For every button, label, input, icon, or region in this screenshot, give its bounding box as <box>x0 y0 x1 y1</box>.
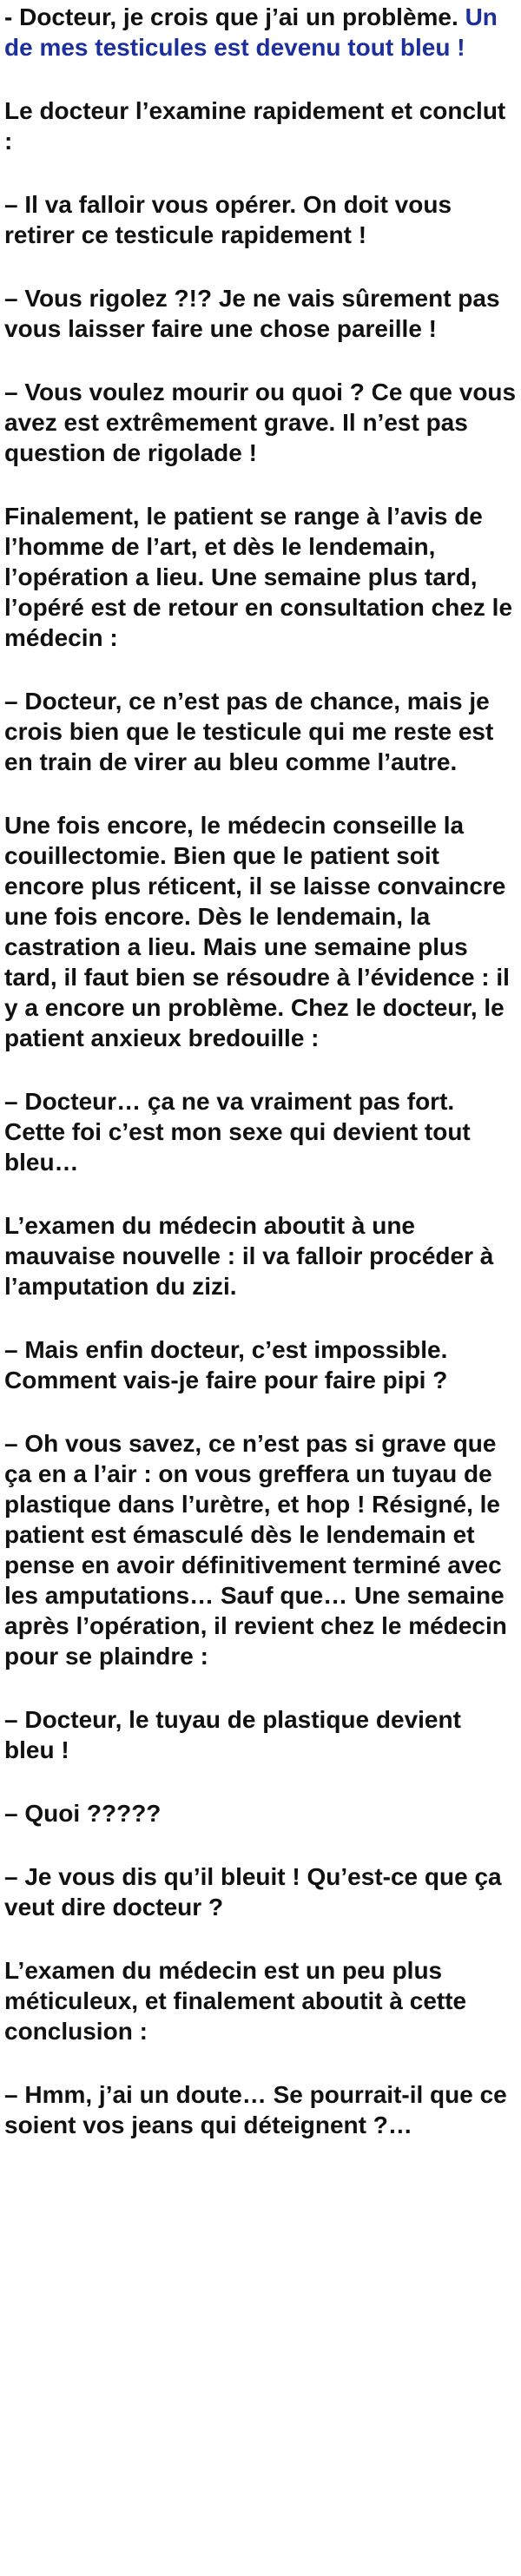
paragraph-10: L’examen du médecin aboutit à une mauvaise nouvelle : il va falloir procéder à l’amputation du zizi. <box>4 1212 494 1300</box>
paragraph-13: – Docteur, le tuyau de plastique devient bleu ! <box>4 1706 461 1763</box>
opening-line: - Docteur, je crois que j’ai un problème. <box>4 3 458 30</box>
paragraph-16: L’examen du médecin est un peu plus méticuleux, et finalement aboutit à cette conclusion : <box>4 1957 467 2045</box>
paragraph-4: – Vous rigolez ?!? Je ne vais sûrement pas vous laisser faire une chose pareille ! <box>4 285 500 342</box>
paragraph-9: – Docteur… ça ne va vraiment pas fort. Cette foi c’est mon sexe qui devient tout bleu… <box>4 1088 471 1176</box>
paragraph-opening <box>4 2 517 63</box>
paragraph-12: – Oh vous savez, ce n’est pas si grave que ça en a l’air : on vous greffera un tuyau de plastique dans l’urètre, et hop ! Résigné, le patient est émasculé dès le lendemain et pense en avoir définitivement terminé avec les amputations… Sauf que… Une semaine après l’opération, il revient chez le médecin pour se plaindre : <box>4 1430 507 1670</box>
highlighted-line: Un de mes testicules est devenu tout bleu ! <box>4 3 498 61</box>
paragraph-3: – Il va falloir vous opérer. On doit vous retirer ce testicule rapidement ! <box>4 191 452 248</box>
paragraph-5: – Vous voulez mourir ou quoi ? Ce que vous avez est extrêmement grave. Il n’est pas question de rigolade ! <box>4 379 517 466</box>
joke-text-column <box>4 0 517 2173</box>
paragraph-7: – Docteur, ce n’est pas de chance, mais je crois bien que le testicule qui me reste est en train de virer au bleu comme l’autre. <box>4 688 494 775</box>
paragraph-14: – Quoi ????? <box>4 1800 162 1827</box>
paragraph-15: – Je vous dis qu’il bleuit ! Qu’est-ce que ça veut dire docteur ? <box>4 1863 502 1920</box>
paragraph-2: Le docteur l’examine rapidement et conclut : <box>4 97 506 155</box>
paragraph-8: Une fois encore, le médecin conseille la couillectomie. Bien que le patient soit encore plus réticent, il se laisse convaincre une fois encore. Dès le lendemain, la castration a lieu. Mais une semaine plus tard, il faut bien se résoudre à l’évidence : il y a encore un problème. Chez le docteur, le patient anxieux bredouille : <box>4 812 510 1051</box>
paragraph-6: Finalement, le patient se range à l’avis de l’homme de l’art, et dès le lendemain, l’opération a lieu. Une semaine plus tard, l’opéré est de retour en consultation chez le médecin : <box>4 503 513 651</box>
paragraph-17: – Hmm, j’ai un doute… Se pourrait-il que ce soient vos jeans qui déteignent ?… <box>4 2081 507 2138</box>
paragraph-11: – Mais enfin docteur, c’est impossible. Comment vais-je faire pour faire pipi ? <box>4 1336 448 1393</box>
